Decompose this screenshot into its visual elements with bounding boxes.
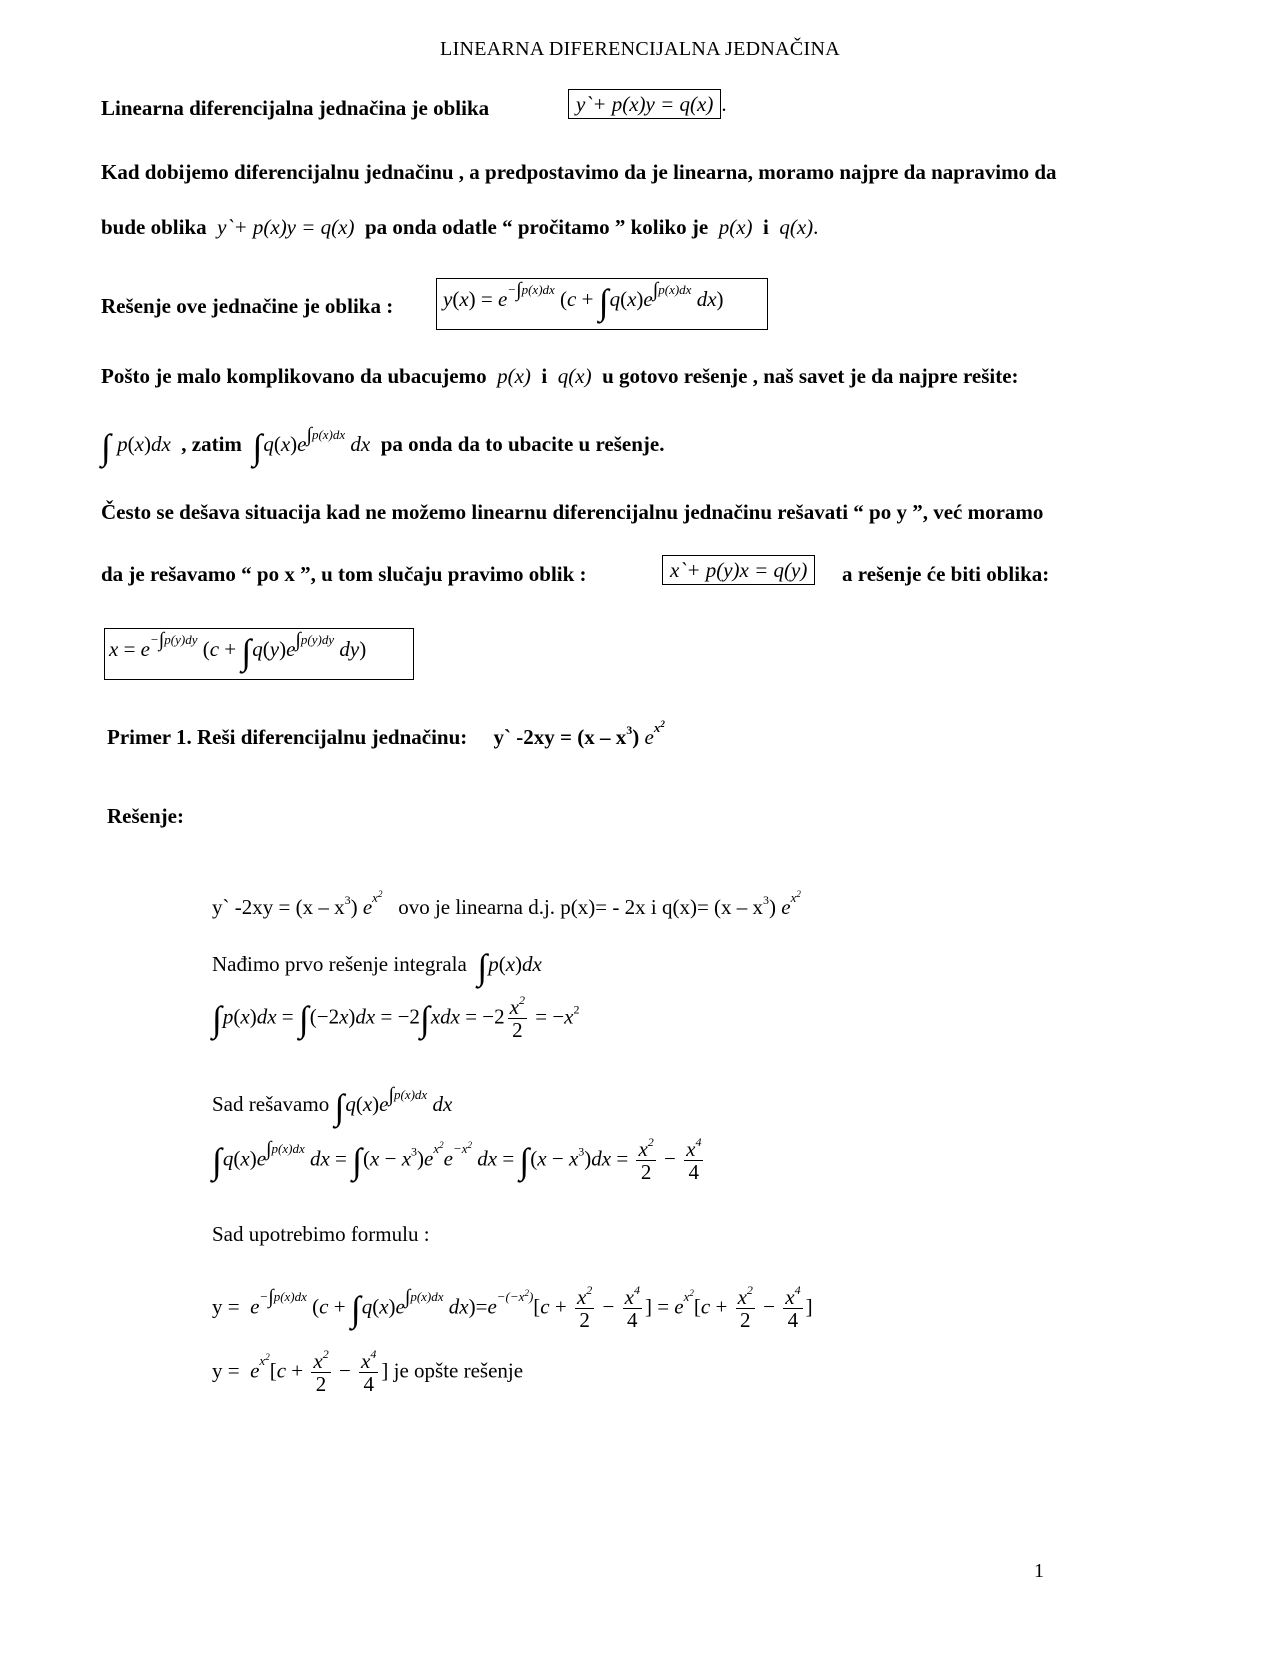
page-number: 1 [1034,1560,1044,1582]
paragraph-1-line-2: bude oblika y`+ p(x)y = q(x) pa onda odatle “ pročitamo ” koliko je p(x) i q(x). [101,215,819,239]
paragraph-4-tail: a rešenje će biti oblika: [842,562,1050,586]
paragraph-4-line-1: Često se dešava situacija kad ne možemo linearnu diferencijalnu jednačinu rešavati “ po y ”, već moramo [101,500,1044,524]
paragraph-2: Pošto je malo komplikovano da ubacujemo p(x) i q(x) u gotovo rešenje , naš savet je da najpre rešite: [101,364,1019,388]
page-title: LINEARNA DIFERENCIJALNA JEDNAČINA [440,38,840,60]
example-heading: Primer 1. Reši diferencijalnu jednačinu: y` $-2xy = (x - x^3)$ $e^{x^2}$ [107,719,665,749]
integral-q-computation: $\int q(x)e^{\int p(x)dx}$ dx = $\int(x - x^3)e^{x^2}e^{-x^2}$ dx = $\int(x - x^3)dx$ = $\frac{x^2}{2}$ − $\frac{x^4}{4}$ [212,1135,702,1185]
general-solution-box: $y(x) = e^{-\int p(x)dx}$ ($c + \int q(x)e^{\int p(x)dx}$ dx) [436,278,768,330]
intro-text: Linearna diferencijalna jednačina je oblika [101,96,490,120]
paragraph-1-line-1: Kad dobijemo diferencijalnu jednačinu , a predpostavimo da je linearna, moramo najpre da napravimo da [101,160,1057,184]
paragraph-4-line-2: da je rešavamo “ po x ”, u tom slučaju pravimo oblik : [101,562,587,586]
step-3: Sad rešavamo $\int q(x)e^{\int p(x)dx}$ dx [212,1084,453,1127]
intro-formula-box: y`+ p(x)y = q(x) . [568,92,727,117]
x-solution-box: $x = e^{-\int p(y)dy}$ ($c + \int q(y)e^{\int p(y)dy}$ dy) [104,628,414,680]
linear-form: y`+ p(x)y = q(x) [217,215,355,239]
step-2: Nađimo prvo rešenje integrala ∫p(x)dx [212,947,542,987]
solution-label: Rešenje ove jednačine je oblika : [101,294,394,318]
final-solution: $y = e^{x^2}[c$ + $\frac{x^2}{2}$ − $\frac{x^4}{4}$ ] je opšte rešenje [212,1347,524,1397]
solution-heading: Rešenje: [107,804,184,828]
formula-application: $y = e^{-\int p(x)dx}$ ($c + \int q(x)e^{\int p(x)dx}$ $dx)=e^{-(-x^2)}[c$ + $\frac{x^2}{2}$ − $\frac{x^4}{4}$ ] = $e^{x^2}[c$ + $\frac{x^2}{2}$ − $\frac{x^4}{4}$ ] [212,1283,813,1333]
integral-p-computation: ∫p(x)dx = ∫(−2x)dx = −2∫xdx = −2 $\frac{x^2}{2}$ = $-x^2$ [212,993,580,1043]
intro-formula: y`+ p(x)y = q(x) [568,89,721,119]
x-form-box: x`+ p(y)x = q(y) [662,558,815,583]
step-4: Sad upotrebimo formulu : [212,1222,430,1246]
paragraph-3: ∫ p(x)dx , zatim $\int q(x)e^{\int p(x)dx}$ dx pa onda da to ubacite u rešenje. [101,424,665,467]
step-1: y` $-2xy = (x - x^3)$ $e^{x^2}$ ovo je linearna d.j. p(x)= - 2x i $q(x)= (x - x^3)$ $e^{x^2}$ [212,889,801,919]
example-equation: y` $-2xy = (x - x^3)$ $e^{x^2}$ [493,719,665,749]
